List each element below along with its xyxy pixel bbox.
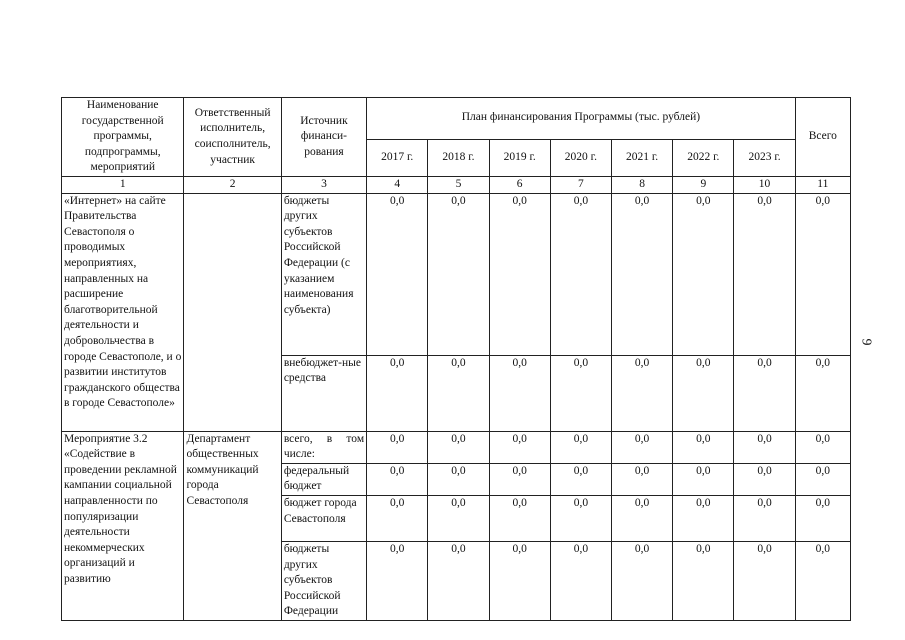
value-cell: 0,0 <box>673 355 734 431</box>
column-number: 3 <box>281 176 366 193</box>
value-cell: 0,0 <box>673 495 734 541</box>
value-cell: 0,0 <box>550 193 611 355</box>
table-row <box>62 431 851 463</box>
column-number: 9 <box>673 176 734 193</box>
header-row <box>62 98 851 140</box>
total-cell: 0,0 <box>795 463 850 495</box>
value-cell: 0,0 <box>489 193 550 355</box>
value-cell: 0,0 <box>673 541 734 620</box>
funding-source: бюджеты других субъектов Российской Федерации <box>281 541 366 620</box>
value-cell: 0,0 <box>428 463 489 495</box>
value-cell: 0,0 <box>612 541 673 620</box>
header-name: Наименование государственной программы, подпрограммы, мероприятий <box>62 98 184 177</box>
value-cell: 0,0 <box>673 193 734 355</box>
column-number: 11 <box>795 176 850 193</box>
value-cell: 0,0 <box>550 431 611 463</box>
value-cell: 0,0 <box>550 355 611 431</box>
value-cell: 0,0 <box>734 431 795 463</box>
value-cell: 0,0 <box>367 541 428 620</box>
year-header: 2022 г. <box>673 139 734 176</box>
funding-source: федеральный бюджет <box>281 463 366 495</box>
column-number: 5 <box>428 176 489 193</box>
total-cell: 0,0 <box>795 431 850 463</box>
value-cell: 0,0 <box>612 355 673 431</box>
responsible-executor: Департамент общественных коммуникаций города Севастополя <box>184 431 281 620</box>
activity-name: Мероприятие 3.2 «Содействие в проведении рекламной кампании социальной направленности по популяризации деятельности некоммерческих организаций и развитию <box>62 431 184 620</box>
value-cell: 0,0 <box>734 355 795 431</box>
value-cell: 0,0 <box>673 463 734 495</box>
total-cell: 0,0 <box>795 495 850 541</box>
header-responsible: Ответственный исполнитель, соисполнитель, участник <box>184 98 281 177</box>
value-cell: 0,0 <box>428 193 489 355</box>
value-cell: 0,0 <box>367 495 428 541</box>
value-cell: 0,0 <box>734 463 795 495</box>
responsible-executor <box>184 193 281 431</box>
column-number: 10 <box>734 176 795 193</box>
value-cell: 0,0 <box>734 495 795 541</box>
column-number: 4 <box>367 176 428 193</box>
column-number: 1 <box>62 176 184 193</box>
column-number: 6 <box>489 176 550 193</box>
funding-source: внебюджет-ные средства <box>281 355 366 431</box>
year-header: 2023 г. <box>734 139 795 176</box>
value-cell: 0,0 <box>367 431 428 463</box>
column-numbers-row <box>62 176 851 193</box>
value-cell: 0,0 <box>489 495 550 541</box>
year-header: 2020 г. <box>550 139 611 176</box>
value-cell: 0,0 <box>489 431 550 463</box>
funding-source: бюджеты других субъектов Российской Федерации (с указанием наименования субъекта) <box>281 193 366 355</box>
total-cell: 0,0 <box>795 355 850 431</box>
funding-source: всего, в том числе: <box>281 431 366 463</box>
total-cell: 0,0 <box>795 541 850 620</box>
header-plan: План финансирования Программы (тыс. рублей) <box>367 98 796 140</box>
year-header: 2019 г. <box>489 139 550 176</box>
table-row <box>62 193 851 355</box>
page-number: 9 <box>858 338 874 346</box>
value-cell: 0,0 <box>428 431 489 463</box>
activity-name: «Интернет» на сайте Правительства Севастополя о проводимых мероприятиях, направленных на расширение благотворительной деятельности и добровольчества в городе Севастополе, и о развитии институтов гражданского общества в городе Севастополе» <box>62 193 184 431</box>
header-total: Всего <box>795 98 850 177</box>
value-cell: 0,0 <box>428 495 489 541</box>
year-header: 2021 г. <box>612 139 673 176</box>
column-number: 2 <box>184 176 281 193</box>
value-cell: 0,0 <box>489 541 550 620</box>
value-cell: 0,0 <box>428 541 489 620</box>
value-cell: 0,0 <box>367 463 428 495</box>
value-cell: 0,0 <box>673 431 734 463</box>
value-cell: 0,0 <box>612 193 673 355</box>
column-number: 7 <box>550 176 611 193</box>
funding-source: бюджет города Севастополя <box>281 495 366 541</box>
value-cell: 0,0 <box>612 495 673 541</box>
value-cell: 0,0 <box>550 541 611 620</box>
value-cell: 0,0 <box>734 541 795 620</box>
column-number: 8 <box>612 176 673 193</box>
year-header: 2017 г. <box>367 139 428 176</box>
financing-table <box>61 97 851 621</box>
value-cell: 0,0 <box>550 495 611 541</box>
value-cell: 0,0 <box>367 193 428 355</box>
value-cell: 0,0 <box>734 193 795 355</box>
value-cell: 0,0 <box>489 463 550 495</box>
value-cell: 0,0 <box>612 463 673 495</box>
value-cell: 0,0 <box>489 355 550 431</box>
value-cell: 0,0 <box>367 355 428 431</box>
value-cell: 0,0 <box>428 355 489 431</box>
value-cell: 0,0 <box>550 463 611 495</box>
header-source: Источник финанси-рования <box>281 98 366 177</box>
value-cell: 0,0 <box>612 431 673 463</box>
year-header: 2018 г. <box>428 139 489 176</box>
total-cell: 0,0 <box>795 193 850 355</box>
